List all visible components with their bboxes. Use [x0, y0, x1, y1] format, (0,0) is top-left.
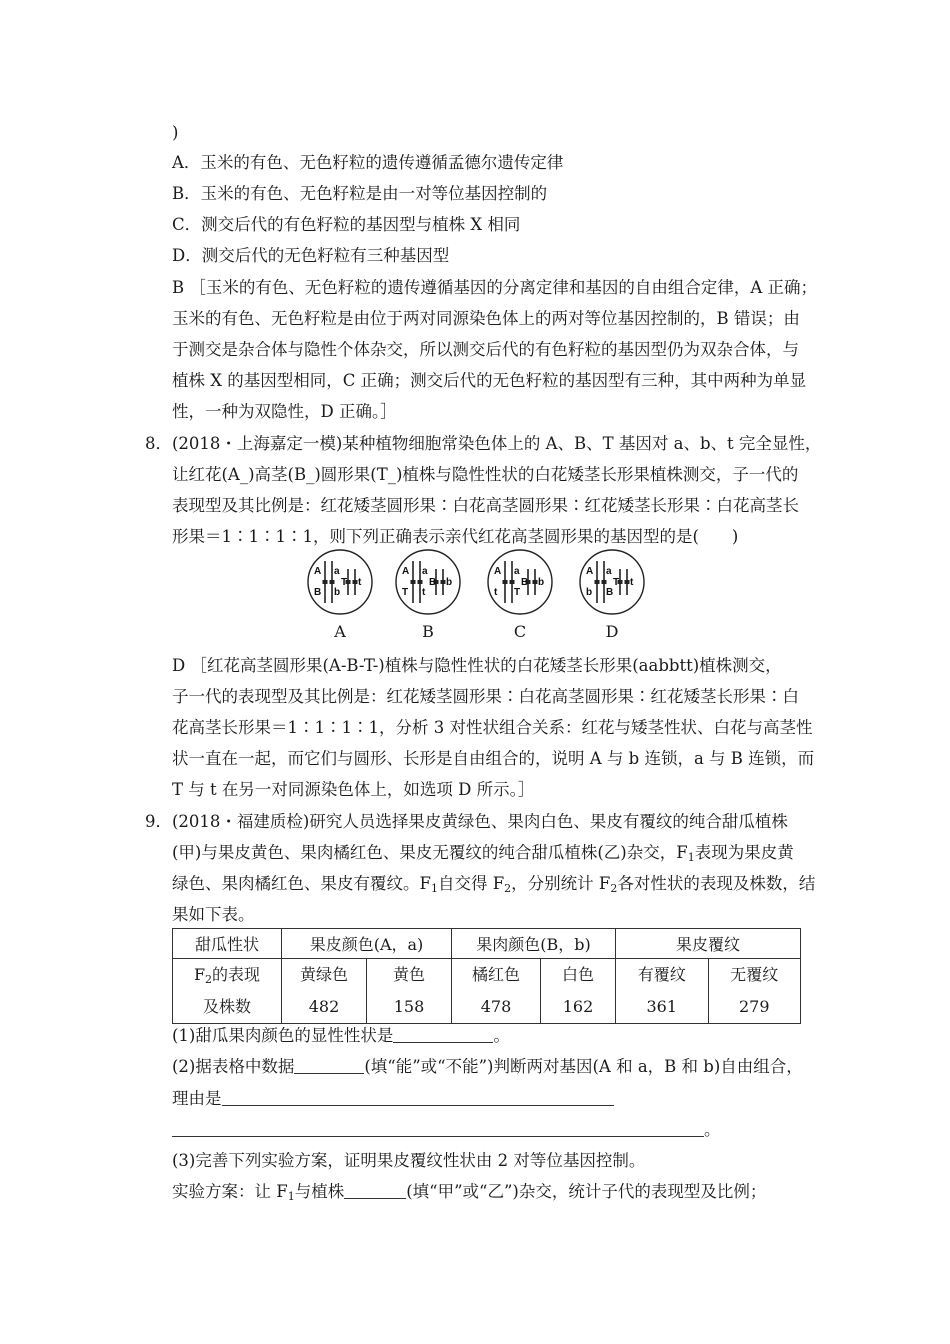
- gene-label: A: [586, 566, 594, 577]
- gene-label: t: [422, 587, 426, 598]
- q9-number: 9．: [145, 812, 172, 831]
- centromere: [330, 580, 335, 584]
- q9-stem-line-2: (甲)与果皮黄色、果肉橘红色、果皮无覆纹的纯合甜瓜植株(乙)杂交，$F_1$表现为果皮黄: [172, 843, 794, 864]
- q8-stem-line-3: 表现型及其比例是：红花矮茎圆形果∶白花高茎圆形果∶红花矮茎长形果∶白花高茎长: [172, 496, 799, 515]
- table-cell: 黄绿色 482: [282, 959, 367, 1024]
- q8-stem-line-1: (2018・上海嘉定一模)某种植物细胞常染色体上的 A、B、T 基因对 a、b、t 完全显性，: [172, 434, 822, 453]
- gene-label: T: [514, 587, 521, 598]
- table-cell: 白色 162: [541, 959, 616, 1024]
- gene-label: A: [314, 566, 322, 577]
- table-header-cell: 甜瓜性状: [173, 929, 282, 959]
- q9-stem-line-1: (2018・福建质检)研究人员选择果皮黄绿色、果肉白色、果皮有覆纹的纯合甜瓜植株: [172, 812, 788, 831]
- gene-label: a: [422, 566, 428, 577]
- q9-plan: 实验方案：让 $F_1$与植株 (填“甲”或“乙”)杂交，统计子代的表现型及比例；: [172, 1182, 767, 1203]
- gene-label: B: [314, 587, 322, 598]
- gene-label: A: [494, 566, 502, 577]
- q8-number: 8．: [145, 434, 172, 453]
- q9-sub3: (3)完善下列实验方案，证明果皮覆纹性状由 2 对等位基因控制。: [172, 1151, 646, 1170]
- gene-label: t: [630, 577, 634, 588]
- cell-diagram-b: [391, 545, 465, 619]
- cell-diagram-c: [483, 545, 557, 619]
- gene-label: B: [521, 577, 529, 588]
- table-cell: 橘红色 478: [452, 959, 541, 1024]
- q9-sub2-reason: 理由是: [172, 1088, 614, 1110]
- centromere: [503, 580, 508, 584]
- centromere: [602, 580, 607, 584]
- centromere: [595, 580, 600, 584]
- centromere: [418, 580, 423, 584]
- cell-diagram-d: [575, 545, 649, 619]
- q9-sub2: (2)据表格中数据 (填“能”或“不能”)判断两对基因(A 和 a，B 和 b)自由组合，: [172, 1057, 803, 1076]
- q8-answer-line-4: 状一直在一起，而它们与圆形、长形是自由组合的，说明 A 与 b 连锁，a 与 B 连锁，而: [172, 749, 815, 768]
- answer-blank[interactable]: [294, 1057, 364, 1074]
- q9-stem-line-3: 绿色、果肉橘红色、果皮有覆纹。$F_1$自交得 $F_2$，分别统计 $F_2$各对性状的表现及株数，结: [172, 874, 816, 895]
- option-label: D: [605, 622, 619, 641]
- centromere: [533, 580, 538, 584]
- option-label: A: [334, 622, 346, 641]
- table-header-row: [173, 929, 801, 959]
- q7-answer-line-2: 玉米的有色、无色籽粒是由位于两对同源染色体上的两对等位基因控制的，B 错误；由: [172, 309, 800, 328]
- melon-traits-table: [172, 928, 801, 1024]
- gene-label: b: [334, 587, 341, 598]
- table-row-label: $F_2$的表现 及株数: [173, 959, 282, 1024]
- q8-answer-line-2: 子一代的表现型及其比例是：红花矮茎圆形果∶白花高茎圆形果∶红花矮茎长形果∶白: [172, 687, 799, 706]
- cell-diagram-a: [303, 545, 377, 619]
- q7-answer-line-4: 植株 X 的基因型相同，C 正确；测交后代的无色籽粒的基因型有三种，其中两种为单显: [172, 371, 807, 390]
- gene-label: B: [429, 577, 437, 588]
- q7-paren-close: ): [172, 123, 179, 142]
- q8-stem-line-2: 让红花(A_)高茎(B_)圆形果(T_)植株与隐性性状的白花矮茎长形果植株测交，子一代的: [172, 465, 799, 484]
- table-row: [173, 959, 801, 1024]
- q7-option-c: C．测交后代的有色籽粒的基因型与植株 X 相同: [172, 215, 521, 234]
- table-cell: 无覆纹 279: [708, 959, 801, 1024]
- gene-label: T: [613, 577, 620, 588]
- q7-answer-line-1: B ［玉米的有色、无色籽粒的遗传遵循基因的分离定律和基因的自由组合定律，A 正确；: [172, 278, 818, 297]
- gene-label: T: [402, 587, 409, 598]
- q9-sub2-reason-cont: 。: [172, 1119, 721, 1141]
- gene-label: t: [494, 587, 498, 598]
- gene-label: t: [358, 577, 362, 588]
- gene-label: T: [341, 577, 348, 588]
- gene-label: b: [538, 577, 545, 588]
- centromere: [441, 580, 446, 584]
- cell-membrane: [580, 550, 644, 614]
- q9-sub1: (1)甜瓜果肉颜色的显性性状是 。: [172, 1026, 510, 1045]
- answer-blank[interactable]: [172, 1120, 704, 1137]
- gene-label: A: [402, 566, 410, 577]
- centromere: [625, 580, 630, 584]
- q8-answer-line-3: 花高茎长形果＝1∶1∶1∶1，分析 3 对性状组合关系：红花与矮茎性状、白花与高茎性: [172, 718, 813, 737]
- gene-label: b: [586, 587, 593, 598]
- gene-label: a: [514, 566, 520, 577]
- gene-label: a: [334, 566, 340, 577]
- q8-answer-line-5: T 与 t 在另一对同源染色体上，如选项 D 所示。］: [172, 780, 535, 799]
- q7-option-b: B．玉米的有色、无色籽粒是由一对等位基因控制的: [172, 184, 548, 203]
- q7-option-a: A．玉米的有色、无色籽粒的遗传遵循孟德尔遗传定律: [172, 153, 564, 172]
- centromere: [323, 580, 328, 584]
- gene-label: B: [606, 587, 614, 598]
- q8-stem-line-4: 形果＝1∶1∶1∶1，则下列正确表示亲代红花高茎圆形果的基因型的是( ): [172, 527, 739, 546]
- answer-blank[interactable]: [344, 1182, 406, 1199]
- centromere: [353, 580, 358, 584]
- option-label: B: [422, 622, 434, 641]
- centromere: [510, 580, 515, 584]
- table-header-cell: 果肉颜色(B，b): [452, 929, 616, 959]
- cell-membrane: [308, 550, 372, 614]
- gene-label: b: [446, 577, 453, 588]
- q8-answer-line-1: D ［红花高茎圆形果(A-B-T-)植株与隐性性状的白花矮茎长形果(aabbtt)植株测交，: [172, 656, 782, 675]
- gene-label: a: [606, 566, 612, 577]
- q7-answer-line-3: 于测交是杂合体与隐性个体杂交，所以测交后代的有色籽粒的基因型仍为双杂合体，与: [172, 340, 799, 359]
- table-header-cell: 果皮颜色(A，a): [282, 929, 452, 959]
- table-cell: 有覆纹 361: [616, 959, 709, 1024]
- table-cell: 黄色 158: [367, 959, 452, 1024]
- option-label: C: [513, 622, 527, 641]
- q9-stem-line-4: 果如下表。: [172, 905, 255, 924]
- table-header-cell: 果皮覆纹: [616, 929, 801, 959]
- q7-option-d: D．测交后代的无色籽粒有三种基因型: [172, 246, 450, 265]
- answer-blank[interactable]: [393, 1026, 493, 1043]
- q7-answer-line-5: 性，一种为双隐性，D 正确。］: [172, 402, 397, 421]
- answer-blank[interactable]: [222, 1089, 614, 1106]
- centromere: [411, 580, 416, 584]
